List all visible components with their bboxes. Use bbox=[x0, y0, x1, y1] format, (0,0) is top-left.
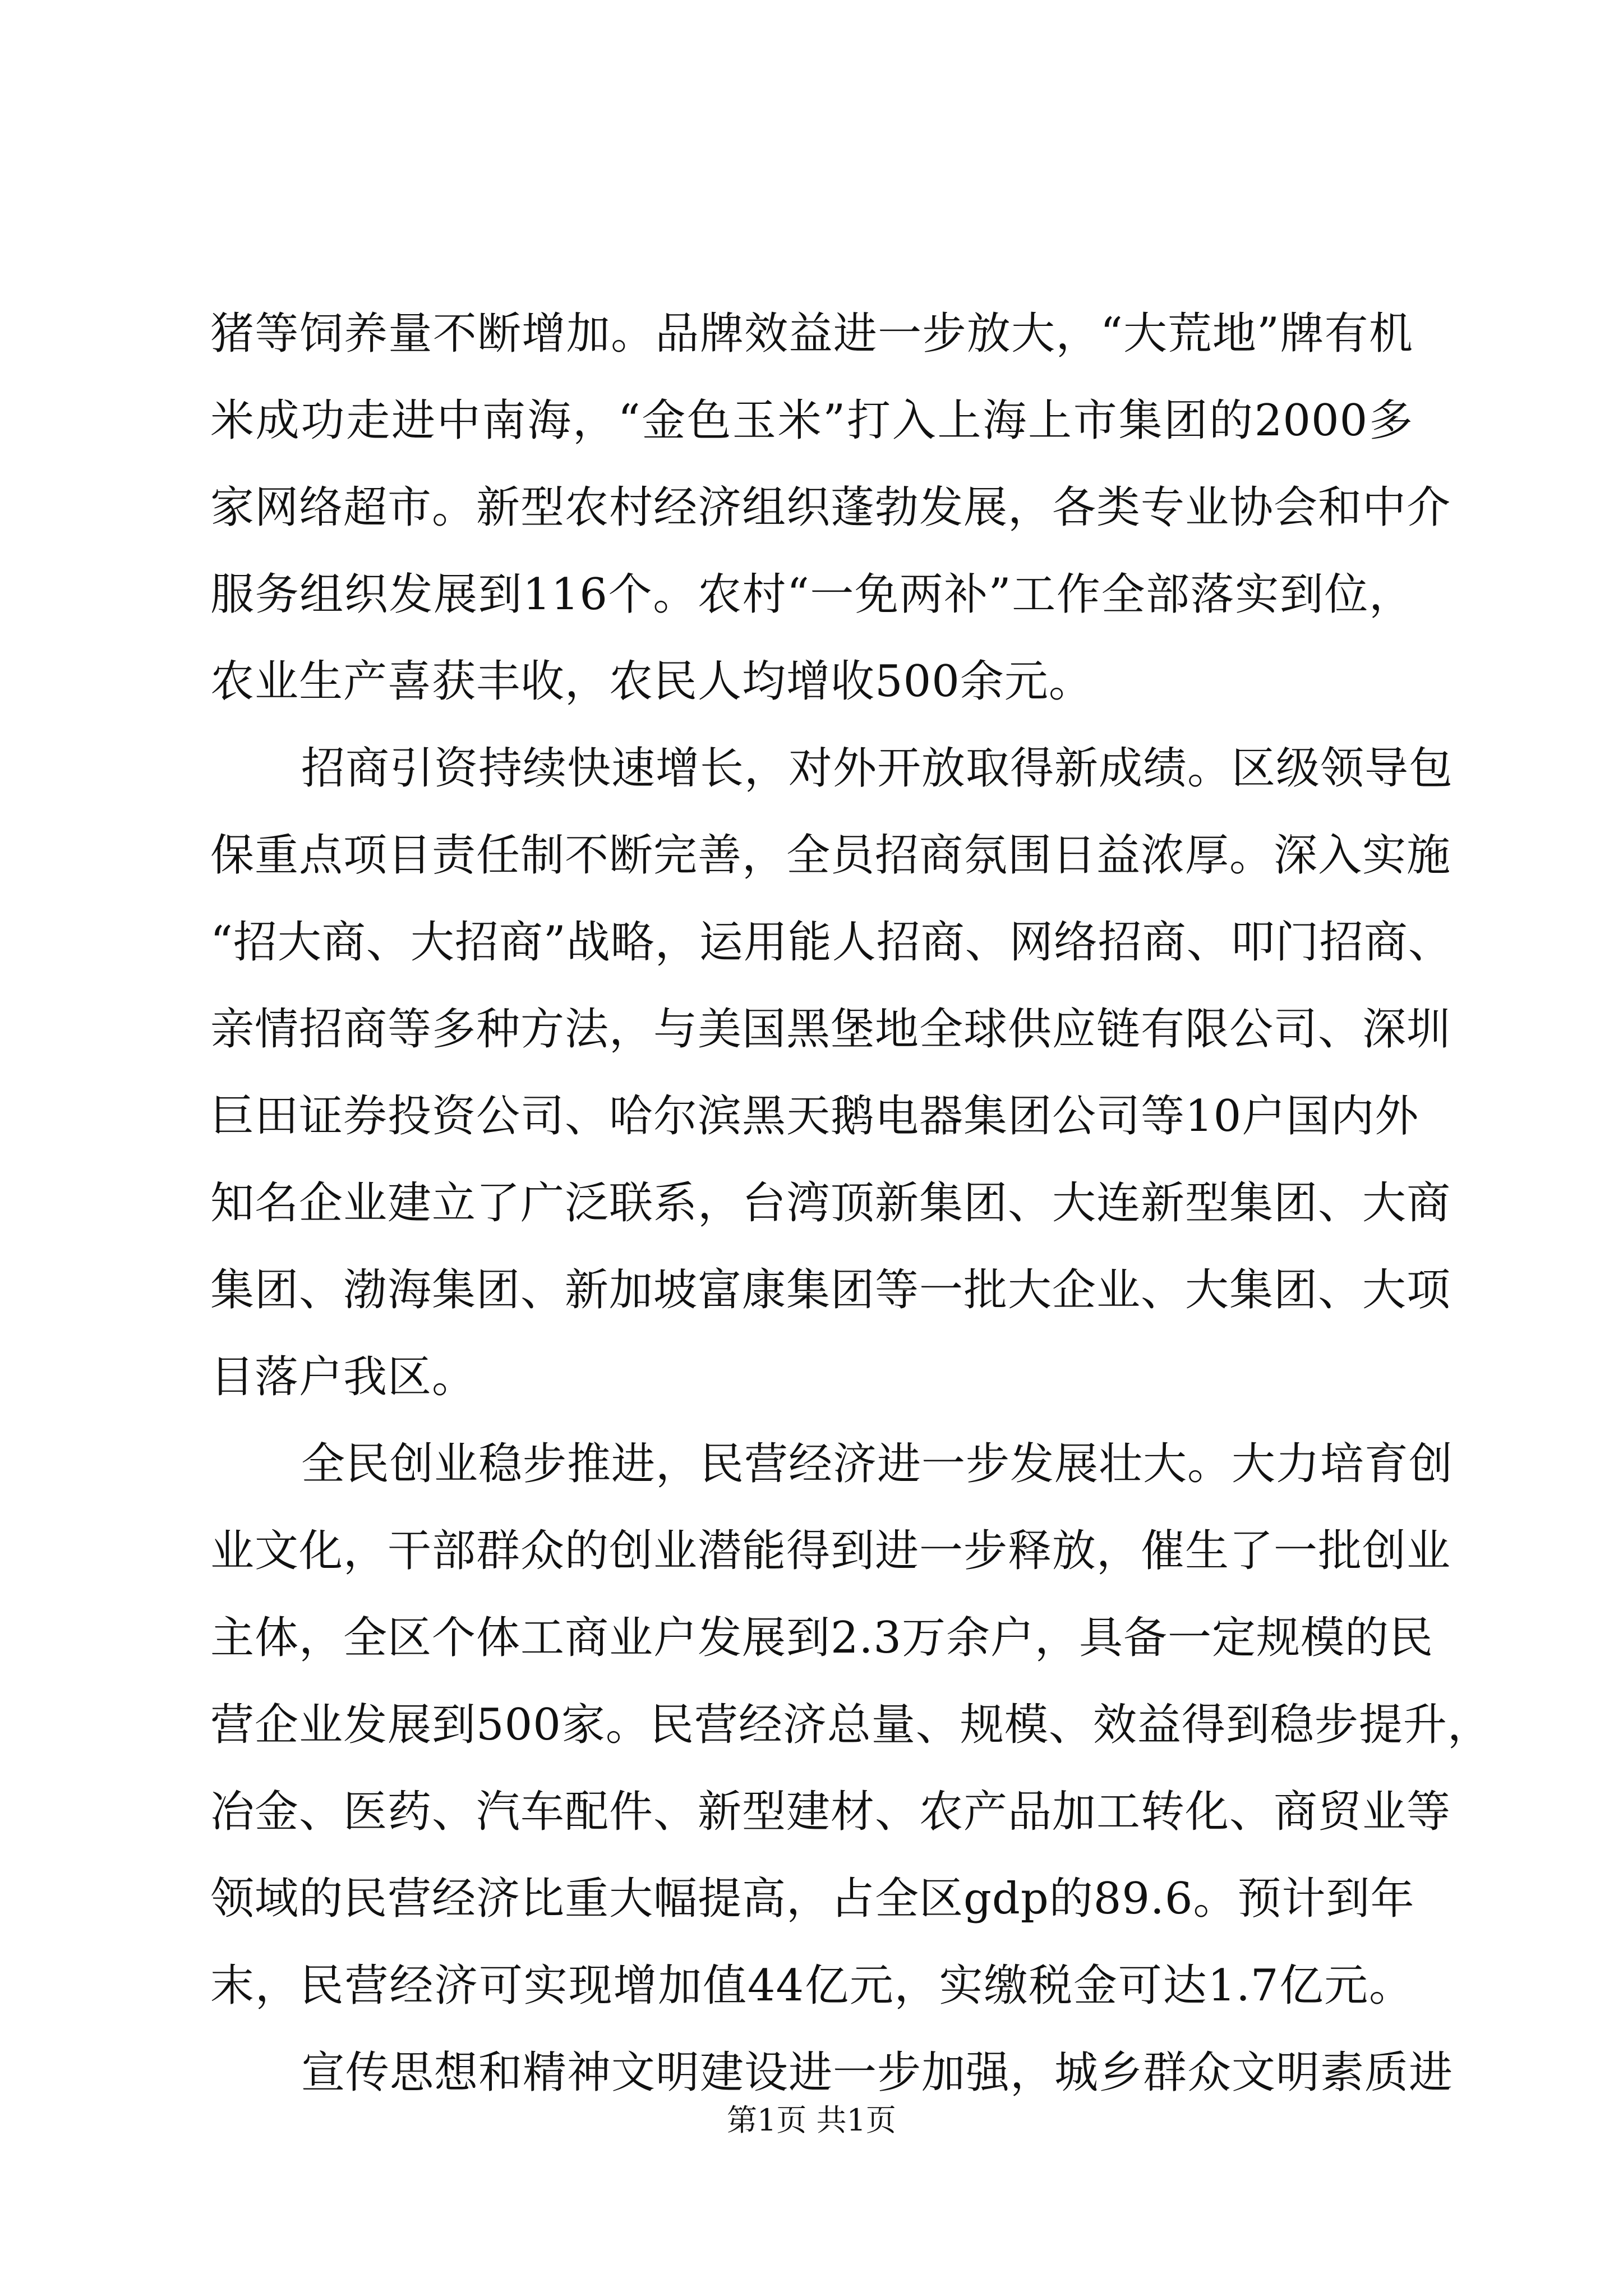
text-line: 集团、渤海集团、新加坡富康集团等一批大企业、大集团、大项 bbox=[210, 1265, 1451, 1315]
text-line: 冶金、医药、汽车配件、新型建材、农产品加工转化、商贸业等 bbox=[210, 1787, 1451, 1837]
paragraph-first-line: 全民创业稳步推进，民营经济进一步发展壮大。大力培育创 bbox=[301, 1439, 1454, 1489]
text-line: 服务组织发展到116个。农村“一免两补”工作全部落实到位， bbox=[210, 569, 1413, 620]
text-line: 领域的民营经济比重大幅提高，占全区gdp的89.6。预计到年 bbox=[210, 1874, 1415, 1924]
text-line: 知名企业建立了广泛联系，台湾顶新集团、大连新型集团、大商 bbox=[210, 1178, 1451, 1228]
text-line: 营企业发展到500家。民营经济总量、规模、效益得到稳步提升， bbox=[210, 1700, 1492, 1750]
text-line: 目落户我区。 bbox=[210, 1352, 477, 1402]
document-body bbox=[210, 291, 1492, 2116]
text-line: 亲情招商等多种方法，与美国黑堡地全球供应链有限公司、深圳 bbox=[210, 1004, 1451, 1055]
text-line: 巨田证券投资公司、哈尔滨黑天鹅电器集团公司等10户国内外 bbox=[210, 1091, 1419, 1142]
text-line: 保重点项目责任制不断完善，全员招商氛围日益浓厚。深入实施 bbox=[210, 830, 1451, 881]
text-line: 主体，全区个体工商业户发展到2.3万余户，具备一定规模的民 bbox=[210, 1613, 1434, 1663]
text-line: 末，民营经济可实现增加值44亿元，实缴税金可达1.7亿元。 bbox=[210, 1961, 1413, 2011]
text-line: “招大商、大招商”战略，运用能人招商、网络招商、叩门招商、 bbox=[210, 917, 1453, 968]
paragraph-first-line: 宣传思想和精神文明建设进一步加强，城乡群众文明素质进 bbox=[301, 2047, 1454, 2098]
text-line: 猪等饲养量不断增加。品牌效益进一步放大，“大荒地”牌有机 bbox=[210, 309, 1413, 359]
text-line: 米成功走进中南海，“金色玉米”打入上海上市集团的2000多 bbox=[210, 395, 1413, 446]
text-line: 业文化，干部群众的创业潜能得到进一步释放，催生了一批创业 bbox=[210, 1526, 1451, 1576]
text-line: 家网络超市。新型农村经济组织蓬勃发展，各类专业协会和中介 bbox=[210, 482, 1451, 533]
page-footer: 第1页 共1页 bbox=[727, 2102, 896, 2138]
paragraph-first-line: 招商引资持续快速增长，对外开放取得新成绩。区级领导包 bbox=[301, 743, 1454, 794]
text-line: 农业生产喜获丰收，农民人均增收500余元。 bbox=[210, 656, 1093, 707]
